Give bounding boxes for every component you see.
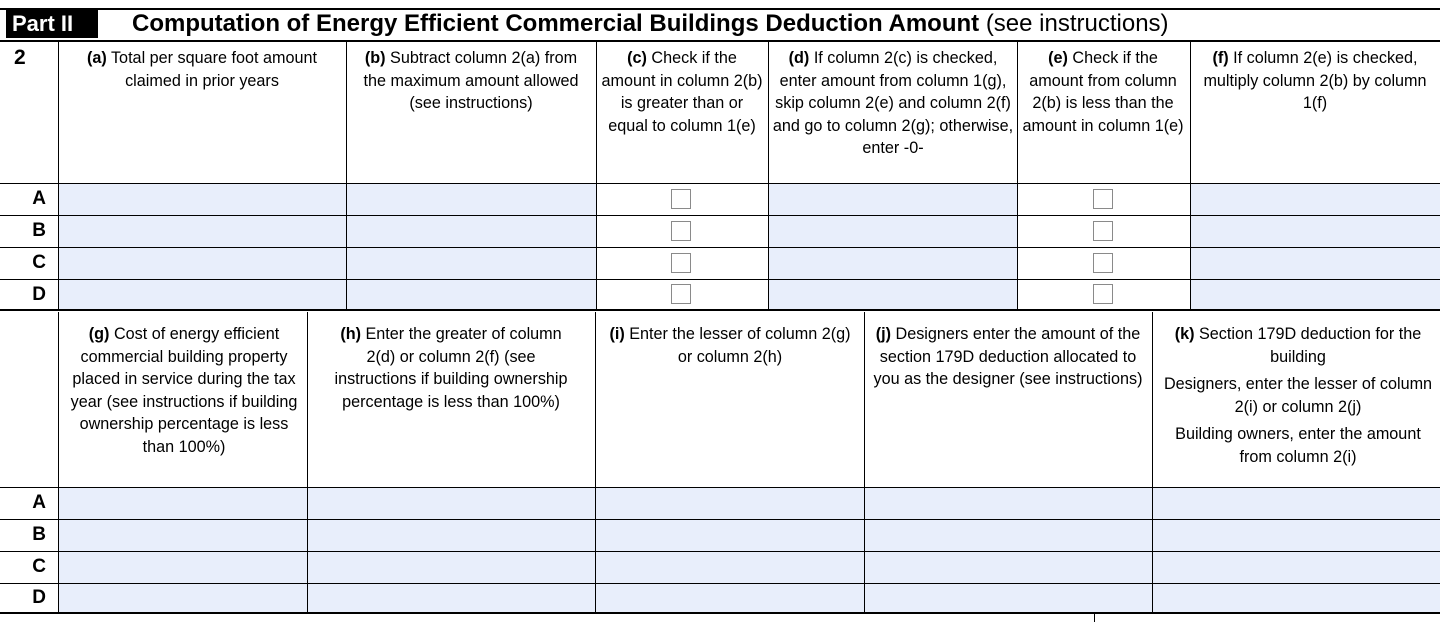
- section1-grid: [0, 40, 1440, 310]
- field-2g-A[interactable]: [59, 488, 307, 519]
- part-title: [132, 8, 1169, 40]
- field-2a-A[interactable]: [59, 184, 346, 215]
- row-label-D: D: [32, 284, 46, 305]
- col-2j-header: (j) Designers enter the amount of the section 179D deduction allocated to you as the designer (see instructions): [873, 325, 1143, 388]
- row-label-B: B: [32, 220, 46, 241]
- field-2h-B[interactable]: [308, 520, 595, 551]
- field-2j-A[interactable]: [865, 488, 1152, 519]
- bottom-stub-rule: [1094, 614, 1095, 622]
- field-2b-D[interactable]: [347, 280, 596, 309]
- col-2e-header: (e) Check if the amount from column 2(b) is less than the amount in column 1(e): [1022, 49, 1184, 135]
- col-2f-header: (f) If column 2(e) is checked, multiply column 2(b) by column 1(f): [1203, 49, 1427, 112]
- col-2g-header: (g) Cost of energy efficient commercial building property placed in service during the tax year (see instructions if building ownership percentage is less than 100%): [70, 325, 298, 456]
- field-2a-C[interactable]: [59, 248, 346, 279]
- checkbox-2c-A[interactable]: [671, 189, 691, 209]
- checkbox-2c-C[interactable]: [671, 253, 691, 273]
- field-2h-D[interactable]: [308, 584, 595, 612]
- field-2j-C[interactable]: [865, 552, 1152, 583]
- field-2f-D[interactable]: [1191, 280, 1440, 309]
- col-2a-header: (a) Total per square foot amount claimed in prior years: [86, 49, 318, 90]
- field-2a-D[interactable]: [59, 280, 346, 309]
- col-2d-header: (d) If column 2(c) is checked, enter amount from column 1(g), skip column 2(e) and column 2(f) and go to column 2(g); otherwise, enter -0-: [772, 49, 1014, 157]
- checkbox-2c-B[interactable]: [671, 221, 691, 241]
- field-2g-D[interactable]: [59, 584, 307, 612]
- col-2k-owners-note: Building owners, enter the amount from column 2(i): [1175, 425, 1421, 466]
- col-2b-header: (b) Subtract column 2(a) from the maximum amount allowed (see instructions): [363, 49, 579, 112]
- bottom-rule: [0, 612, 1440, 614]
- field-2j-B[interactable]: [865, 520, 1152, 551]
- checkbox-2e-A[interactable]: [1093, 189, 1113, 209]
- field-2b-A[interactable]: [347, 184, 596, 215]
- field-2k-B[interactable]: [1153, 520, 1440, 551]
- field-2f-C[interactable]: [1191, 248, 1440, 279]
- line-number: 2: [14, 46, 26, 69]
- part-header: [0, 8, 1440, 42]
- field-2h-C[interactable]: [308, 552, 595, 583]
- col-2k-designers-note: Designers, enter the lesser of column 2(i) or column 2(j): [1163, 375, 1433, 416]
- field-2i-C[interactable]: [596, 552, 864, 583]
- row-label-B: B: [32, 524, 46, 545]
- checkbox-2e-D[interactable]: [1093, 284, 1113, 304]
- field-2b-C[interactable]: [347, 248, 596, 279]
- field-2g-B[interactable]: [59, 520, 307, 551]
- part-label: Part II: [6, 10, 98, 38]
- field-2k-A[interactable]: [1153, 488, 1440, 519]
- field-2k-C[interactable]: [1153, 552, 1440, 583]
- checkbox-2e-C[interactable]: [1093, 253, 1113, 273]
- field-2i-B[interactable]: [596, 520, 864, 551]
- row-label-A: A: [32, 492, 46, 513]
- row-label-C: C: [32, 556, 46, 577]
- field-2k-D[interactable]: [1153, 584, 1440, 612]
- row-label-A: A: [32, 188, 46, 209]
- col-2i-header: (i) Enter the lesser of column 2(g) or column 2(h): [609, 325, 851, 366]
- field-2i-A[interactable]: [596, 488, 864, 519]
- part-title-note: (see instructions): [985, 10, 1169, 37]
- checkbox-2e-B[interactable]: [1093, 221, 1113, 241]
- section2-grid: [0, 312, 1440, 612]
- col-2k-header: (k) Section 179D deduction for the building Designers, enter the lesser of column 2(i) or column 2(j) Building owners, enter the amount from column 2(i): [1160, 323, 1436, 468]
- field-2d-D[interactable]: [769, 280, 1017, 309]
- col-2h-header: (h) Enter the greater of column 2(d) or column 2(f) (see instructions if building ownership percentage is less than 100%): [334, 325, 568, 411]
- field-2d-B[interactable]: [769, 216, 1017, 247]
- field-2b-B[interactable]: [347, 216, 596, 247]
- field-2h-A[interactable]: [308, 488, 595, 519]
- field-2i-D[interactable]: [596, 584, 864, 612]
- checkbox-2c-D[interactable]: [671, 284, 691, 304]
- col-2c-header: (c) Check if the amount in column 2(b) is greater than or equal to column 1(e): [601, 49, 763, 135]
- row-label-D: D: [32, 587, 46, 608]
- field-2f-B[interactable]: [1191, 216, 1440, 247]
- field-2d-A[interactable]: [769, 184, 1017, 215]
- field-2g-C[interactable]: [59, 552, 307, 583]
- field-2j-D[interactable]: [865, 584, 1152, 612]
- part-title-main: Computation of Energy Efficient Commercial Buildings Deduction Amount: [132, 10, 980, 37]
- field-2d-C[interactable]: [769, 248, 1017, 279]
- field-2f-A[interactable]: [1191, 184, 1440, 215]
- row-label-C: C: [32, 252, 46, 273]
- field-2a-B[interactable]: [59, 216, 346, 247]
